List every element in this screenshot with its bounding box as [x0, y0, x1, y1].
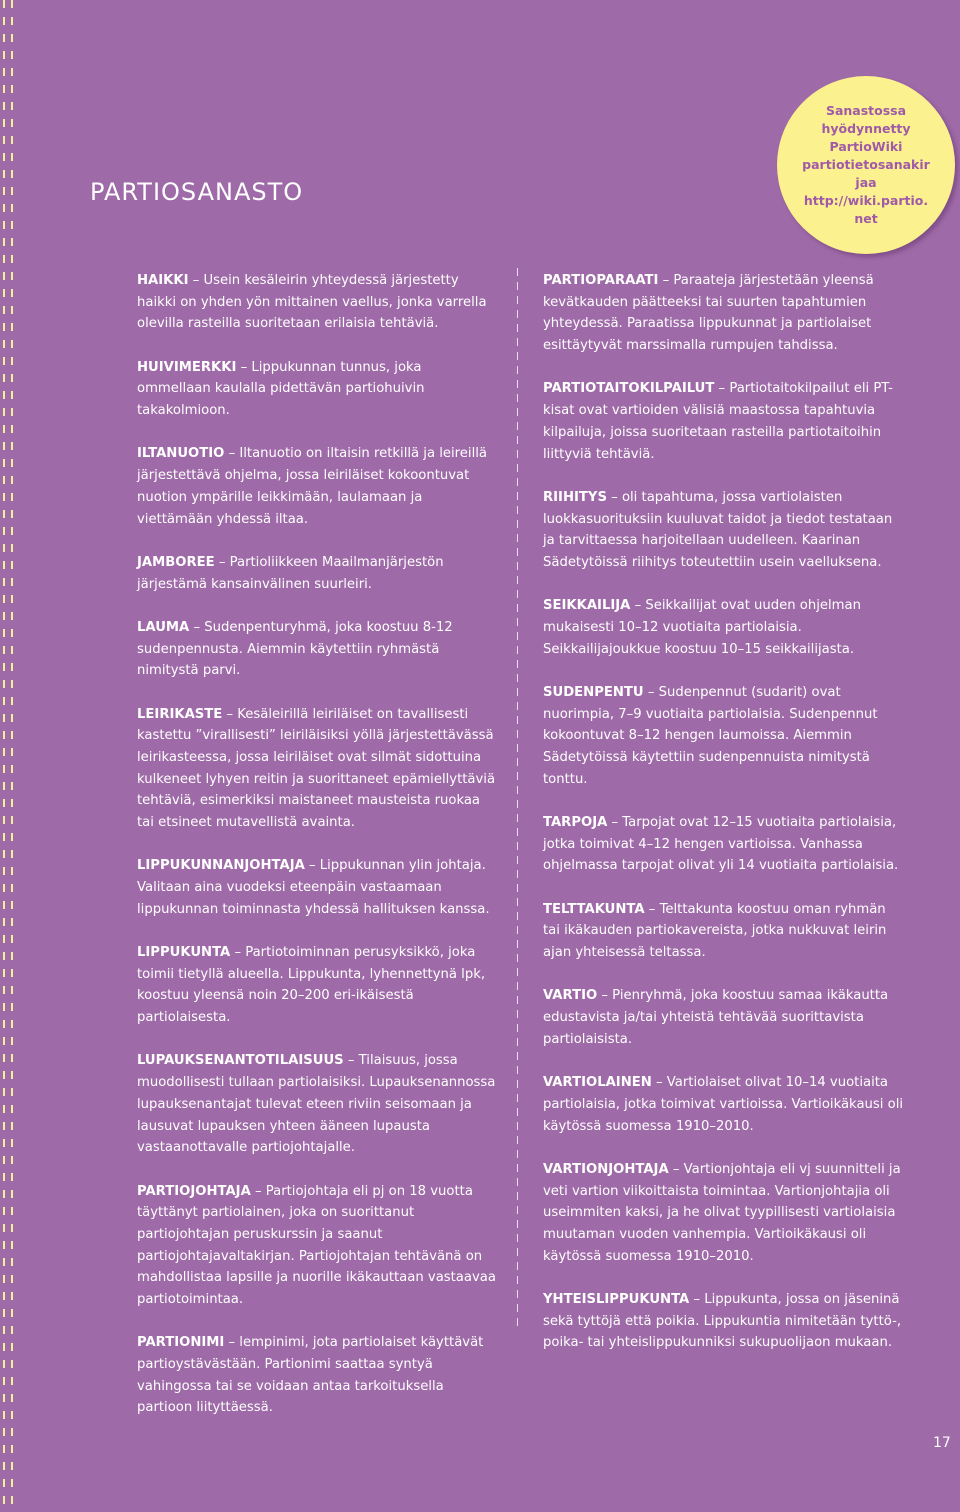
entry-term: LIPPUKUNTA: [137, 945, 231, 961]
badge-text: Sanastossa hyödynnetty PartioWiki partiotietosanakirjaa http://wiki.partio.net: [802, 103, 930, 226]
glossary-right-column: [543, 270, 905, 1376]
entry-term: SEIKKAILIJA: [543, 598, 631, 614]
entry-definition: – Kesäleirillä leiriläiset on tavallisesti kastettu ”virallisesti” leiriläisiksi yöllä järjestettävässä leirikasteessa, jossa leiriläiset ovat silmät sidottuina kulkeneet lyhyen reitin ja suorittaneet epämiellyttäviä tehtäviä, esimerkiksi maistaneet mausteista ruokaa tai etsineet mutavellistä avainta.: [137, 706, 496, 831]
entry-term: RIIHITYS: [543, 489, 607, 505]
entry-definition: – Iltanuotio on iltaisin retkillä ja leireillä järjestettävä ohjelma, jossa leiriläiset kokoontuvat nuotion ympärille leikkimään, laulamaan ja viettämään yhdessä iltaa.: [137, 446, 487, 527]
glossary-entry-lauma: [137, 617, 499, 682]
source-badge: [777, 76, 955, 254]
entry-definition: – Lippukunta, jossa on jäseninä sekä tyttöjä että poikia. Lippukuntia nimitetään tyttö-, poika- tai yhteislippukunniksi sukupuolijaon mukaan.: [543, 1291, 902, 1351]
entry-term: PARTIOTAITOKILPAILUT: [543, 381, 715, 397]
page-number: 17: [933, 1435, 951, 1451]
entry-definition: – lempinimi, jota partiolaiset käyttävät partioystävästään. Partionimi saattaa syntyä vahingossa tai se voidaan antaa tarkoituksella partioon liityttäessä.: [137, 1335, 484, 1416]
glossary-entry-yhteislippukunta: [543, 1289, 905, 1354]
entry-term: LAUMA: [137, 619, 190, 635]
glossary-entry-vartiolainen: [543, 1072, 905, 1137]
entry-definition: – Pienryhmä, joka koostuu samaa ikäkautta edustavista ja/tai yhteistä tehtävää suorittavista partiolaisista.: [543, 988, 889, 1047]
entry-definition: – Usein kesäleirin yhteydessä järjestetty haikki on yhden yön mittainen vaellus, jonka varrella olevilla rasteilla suoritetaan erilaisia tehtäviä.: [137, 273, 487, 332]
glossary-left-column: [137, 270, 499, 1441]
entry-term: ILTANUOTIO: [137, 446, 225, 462]
glossary-entry-partioparaati: [543, 270, 905, 357]
entry-definition: – Sudenpennut (sudarit) ovat nuorimpia, 7–9 vuotiaita partiolaisia. Sudenpennut kokoontuvat 8–12 hengen laumoissa. Aiemmin Sädetytöissä käytettiin sudenpennuista nimitystä tonttu.: [543, 684, 878, 787]
glossary-entry-jamboree: [137, 552, 499, 595]
entry-term: VARTIO: [543, 988, 598, 1004]
column-divider: [517, 268, 518, 1326]
entry-definition: – Vartionjohtaja eli vj suunnitteli ja veti vartion viikoittaista toimintaa. Vartionjohtajia oli useimmiten kaksi, ja he olivat tyypillisesti vartiolaisia muutaman vuoden vanhempia. Vartioikäkausi oli käytössä suomessa 1910–2010.: [543, 1161, 901, 1264]
glossary-entry-leirikaste: [137, 704, 499, 834]
glossary-entry-telttakunta: [543, 899, 905, 964]
entry-definition: – Lippukunnan tunnus, joka ommellaan kaulalla pidettävän partiohuivin takakolmioon.: [137, 359, 425, 419]
entry-definition: – Vartiolaiset olivat 10–14 vuotiaita partiolaisia, jotka toimivat vartioissa. Vartioikäkausi oli käytössä suomessa 1910–2010.: [543, 1075, 904, 1134]
entry-term: VARTIOLAINEN: [543, 1075, 652, 1091]
glossary-entry-partiojohtaja: [137, 1181, 499, 1311]
page-title: PARTIOSANASTO: [90, 178, 304, 206]
entry-definition: – Telttakunta koostuu oman ryhmän tai ikäkauden partiokavereista, jotka nukkuvat leirin ajan yhteisessä teltassa.: [543, 901, 887, 961]
entry-term: HAIKKI: [137, 273, 189, 288]
entry-term: PARTIOPARAATI: [543, 273, 659, 288]
glossary-entry-sudenpentu: [543, 682, 905, 791]
entry-definition: – oli tapahtuma, jossa vartiolaisten luokkasuorituksiin kuuluvat taidot ja tiedot testataan ja tarvittaessa harjoitellaan uudelleen. Kaarinan Sädetytöissä riihitys toteutettiin usein vaelluksena.: [543, 489, 893, 570]
glossary-entry-iltanuotio: [137, 443, 499, 530]
entry-definition: – Partioliikkeen Maailmanjärjestön järjestämä kansainvälinen suurleiri.: [137, 554, 444, 592]
entry-definition: – Tarpojat ovat 12–15 vuotiaita partiolaisia, jotka toimivat 4–12 hengen vartioissa. Vanhassa ohjelmassa tarpojat olivat yli 14 vuotiaita partiolaisia.: [543, 815, 899, 874]
entry-term: VARTIONJOHTAJA: [543, 1161, 669, 1177]
entry-term: LUPAUKSENANTOTILAISUUS: [137, 1053, 344, 1069]
glossary-entry-tarpoja: [543, 812, 905, 877]
entry-term: HUIVIMERKKI: [137, 359, 237, 375]
entry-term: JAMBOREE: [137, 554, 215, 570]
entry-definition: – Sudenpenturyhmä, joka koostuu 8-12 sudenpennusta. Aiemmin käytettiin ryhmästä nimitystä parvi.: [137, 619, 453, 679]
entry-term: SUDENPENTU: [543, 684, 644, 700]
glossary-entry-huivimerkki: [137, 357, 499, 422]
entry-definition: – Partiotaitokilpailut eli PT-kisat ovat vartioiden välisiä maastossa tapahtuvia kilpailuja, joissa suoritetaan rasteilla partiotaitoihin liittyviä tehtäviä.: [543, 381, 893, 462]
entry-definition: – Paraateja järjestetään yleensä kevätkauden päätteeksi tai suurten tapahtumien yhteydessä. Paraatissa lippukunnat ja partiolaiset esittäytyvät marssimalla rumpujen tahdissa.: [543, 273, 874, 354]
entry-definition: – Partiojohtaja eli pj on 18 vuotta täyttänyt partiolainen, joka on suorittanut partiojohtajan peruskurssin ja saanut partiojohtajavaltakirjan. Partiojohtajan tehtävänä on mahdollistaa lapsille ja nuorille ikäkauttaan vastaavaa partiotoimintaa.: [137, 1183, 496, 1308]
glossary-entry-lippukunta: [137, 942, 499, 1029]
left-edge-dashes-inner: [11, 0, 13, 1512]
glossary-entry-haikki: [137, 270, 499, 335]
glossary-entry-partiotaitokilpailut: [543, 378, 905, 465]
entry-term: PARTIOJOHTAJA: [137, 1183, 251, 1199]
glossary-entry-riihitys: [543, 487, 905, 574]
entry-term: LEIRIKASTE: [137, 706, 223, 722]
entry-definition: – Partiotoiminnan perusyksikkö, joka toimii tietyllä alueella. Lippukunta, lyhennettynä lpk, koostuu yleensä noin 20–200 eri-ikäisestä partiolaisesta.: [137, 945, 486, 1026]
entry-term: TARPOJA: [543, 815, 608, 831]
glossary-entry-seikkailija: [543, 595, 905, 660]
left-edge-dashes-outer: [3, 0, 5, 1512]
entry-definition: – Seikkailijat ovat uuden ohjelman mukaisesti 10–12 vuotiaita partiolaisia. Seikkailijajoukkue koostuu 10–15 seikkailijasta.: [543, 598, 861, 657]
entry-term: TELTTAKUNTA: [543, 901, 645, 917]
entry-term: PARTIONIMI: [137, 1335, 225, 1351]
entry-term: LIPPUKUNNANJOHTAJA: [137, 858, 305, 874]
glossary-entry-lupauksenantotilaisuus: [137, 1050, 499, 1159]
entry-term: YHTEISLIPPUKUNTA: [543, 1291, 690, 1307]
entry-definition: – Tilaisuus, jossa muodollisesti tullaan partiolaisiksi. Lupauksenannossa lupauksenantajat tulevat eteen riviin seisomaan ja lausuvat lupauksen yhteen ääneen lupausta vastaanottavalle partiojohtajalle.: [137, 1053, 496, 1156]
glossary-entry-partionimi: [137, 1332, 499, 1419]
glossary-entry-vartio: [543, 985, 905, 1050]
glossary-entry-vartionjohtaja: [543, 1159, 905, 1268]
glossary-entry-lippukunnanjohtaja: [137, 855, 499, 920]
entry-definition: – Lippukunnan ylin johtaja. Valitaan aina vuodeksi eteenpäin vastaamaan lippukunnan toiminnasta yhdessä hallituksen kanssa.: [137, 858, 490, 917]
